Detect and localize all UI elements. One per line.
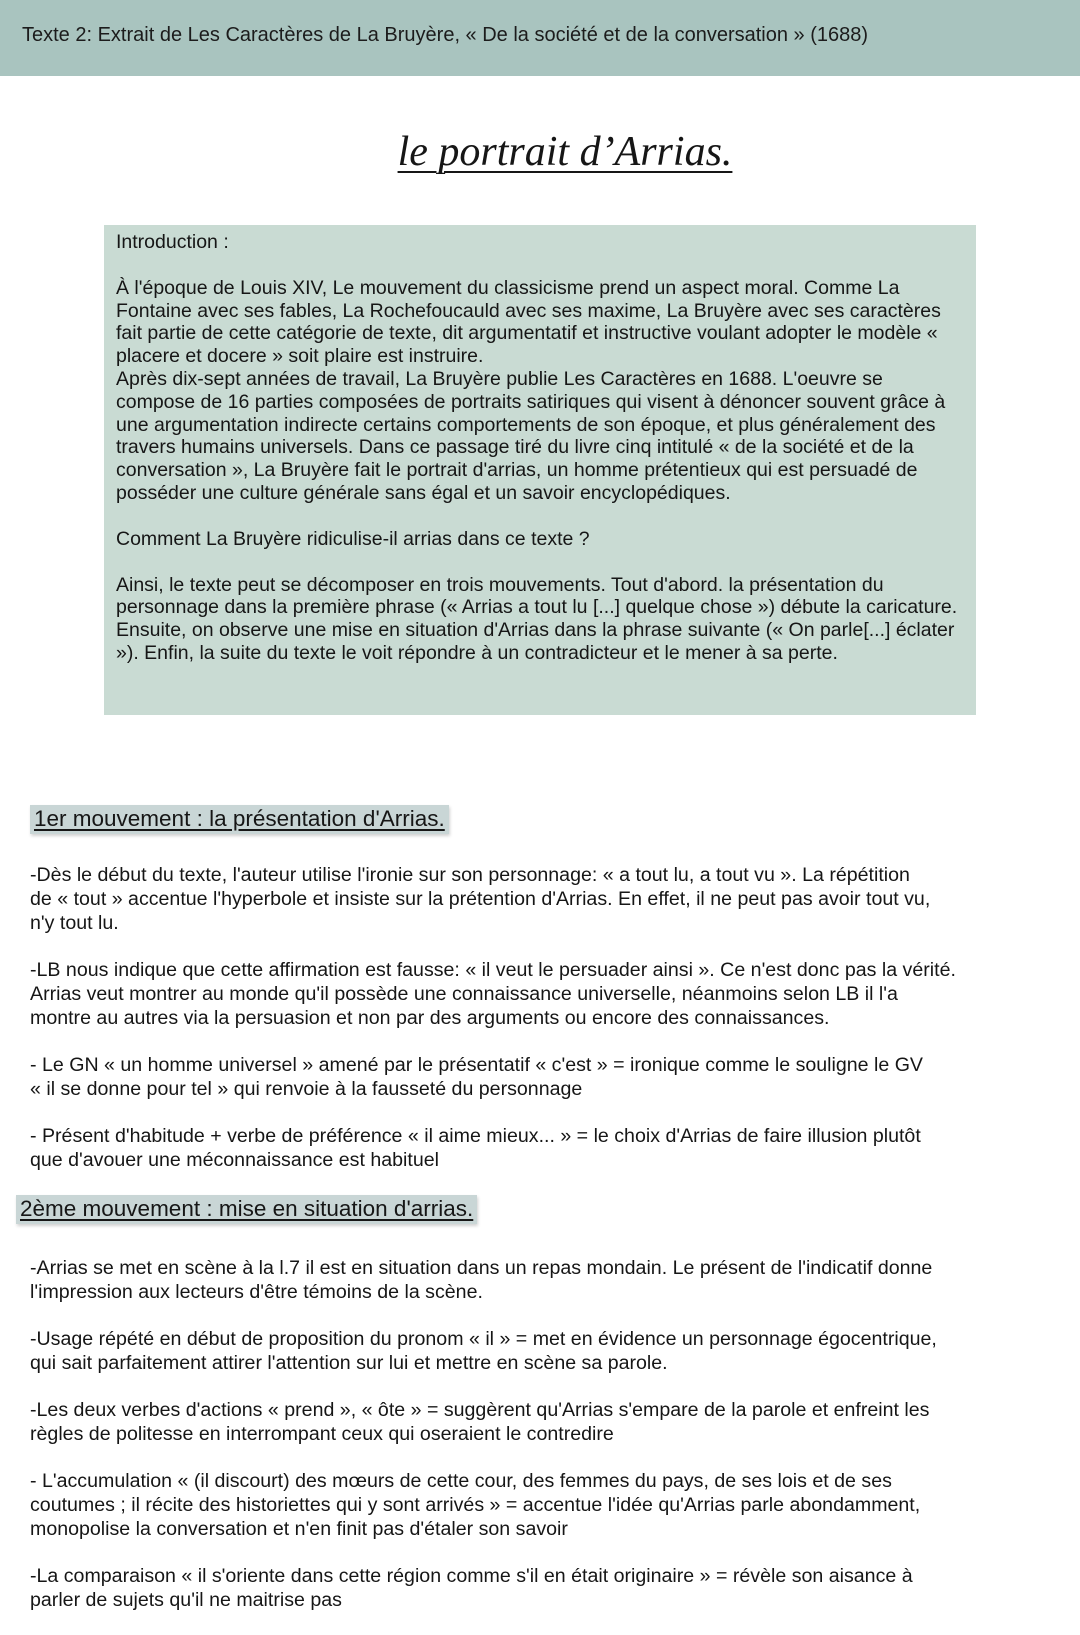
section-1-heading: 1er mouvement : la présentation d'Arrias.: [30, 805, 449, 834]
text-line: -Les deux verbes d'actions « prend », « ôte » = suggèrent qu'Arrias s'empare de la parole et enfreint les: [30, 1399, 930, 1421]
section-1-point: [30, 958, 1080, 1030]
text-line: Arrias veut montrer au monde qu'il possède une connaissance universelle, néanmoins selon LB il l'a: [30, 983, 898, 1005]
intro-paragraph-2: Après dix-sept années de travail, La Bruyère publie Les Caractères en 1688. L'oeuvre se compose de 16 parties composées de portraits satiriques qui visent à dénoncer souvent grâce à une argumentation indirecte certains comportements de son époque, et plus généralement des travers humains universels. Dans ce passage tiré du livre cinq intitulé « de la société et de la conversation », La Bruyère fait le portrait d'arrias, un homme prétentieux qui est persuadé de posséder une culture générale sans égal et un savoir encyclopédiques.: [116, 367, 946, 504]
text-line: qui sait parfaitement attirer l'attention sur lui et mettre en scène sa parole.: [30, 1352, 668, 1374]
header-banner: [0, 0, 1080, 76]
section-2-point: [30, 1564, 1080, 1612]
text-line: - L'accumulation « (il discourt) des mœurs de cette cour, des femmes du pays, de ses lois et de ses: [30, 1470, 892, 1492]
text-line: parler de sujets qu'il ne maitrise pas: [30, 1589, 342, 1611]
text-line: que d'avouer une méconnaissance est habituel: [30, 1149, 439, 1171]
intro-heading: Introduction :: [116, 231, 229, 253]
text-line: -Usage répété en début de proposition du pronom « il » = met en évidence un personnage égocentrique,: [30, 1328, 937, 1350]
section-2-point: [30, 1327, 1080, 1375]
text-line: l'impression aux lecteurs d'être témoins de la scène.: [30, 1281, 483, 1303]
section-1-point: [30, 863, 1080, 935]
section-1-body: [30, 863, 1080, 1195]
section-2-point: [30, 1256, 1080, 1304]
text-line: -LB nous indique que cette affirmation est fausse: « il veut le persuader ainsi ». Ce n'est donc pas la vérité.: [30, 959, 956, 981]
text-line: - Le GN « un homme universel » amené par le présentatif « c'est » = ironique comme le souligne le GV: [30, 1054, 923, 1076]
header-source-text: Texte 2: Extrait de Les Caractères de La Bruyère, « De la société et de la conversation » (1688): [22, 24, 869, 46]
intro-paragraph-1: À l'époque de Louis XIV, Le mouvement du classicisme prend un aspect moral. Comme La Fontaine avec ses fables, La Rochefoucauld avec ses maxime, La Bruyère avec ses caractères fait partie de cette catégorie de texte, dit argumentatif et instructive voulant adopter le modèle « placere et docere » soit plaire est instruire.: [116, 276, 941, 368]
text-line: « il se donne pour tel » qui renvoie à la fausseté du personnage: [30, 1078, 583, 1100]
text-line: -Arrias se met en scène à la l.7 il est en situation dans un repas mondain. Le présent de l'indicatif donne: [30, 1257, 933, 1279]
section-1-point: [30, 1053, 1080, 1101]
section-1-point: [30, 1124, 1080, 1172]
section-2-point: [30, 1469, 1080, 1541]
text-line: montre au autres via la persuasion et non par des arguments ou encore des connaissances.: [30, 1007, 830, 1029]
section-2-point: [30, 1398, 1080, 1446]
intro-question: Comment La Bruyère ridiculise-il arrias dans ce texte ?: [116, 527, 590, 550]
text-line: monopolise la conversation et n'en finit pas d'étaler son savoir: [30, 1518, 568, 1540]
section-2-body: [30, 1256, 1080, 1635]
text-line: n'y tout lu.: [30, 912, 119, 934]
text-line: - Présent d'habitude + verbe de préférence « il aime mieux... » = le choix d'Arrias de faire illusion plutôt: [30, 1125, 921, 1147]
text-line: -Dès le début du texte, l'auteur utilise l'ironie sur son personnage: « a tout lu, a tout vu ». La répétition: [30, 864, 910, 886]
text-line: -La comparaison « il s'oriente dans cette région comme s'il en était originaire » = révèle son aisance à: [30, 1565, 913, 1587]
section-2-heading: 2ème mouvement : mise en situation d'arrias.: [16, 1195, 477, 1224]
text-line: coutumes ; il récite des historiettes qui y sont arrivés » = accentue l'idée qu'Arrias parle abondamment,: [30, 1494, 921, 1516]
intro-paragraph-3: Ainsi, le texte peut se décomposer en trois mouvements. Tout d'abord. la présentation du personnage dans la première phrase (« Arrias a tout lu [...] quelque chose ») débute la caricature. Ensuite, on observe une mise en situation d'Arrias dans la phrase suivante (« On parle[...] éclater »). Enfin, la suite du texte le voit répondre à un contradicteur et le mener à sa perte.: [116, 573, 958, 664]
text-line: de « tout » accentue l'hyperbole et insiste sur la prétention d'Arrias. En effet, il ne peut pas avoir tout vu,: [30, 888, 931, 910]
text-line: règles de politesse en interrompant ceux qui oseraient le contredire: [30, 1423, 614, 1445]
introduction-box: [104, 225, 976, 715]
page-title: le portrait d’Arrias.: [397, 129, 733, 175]
